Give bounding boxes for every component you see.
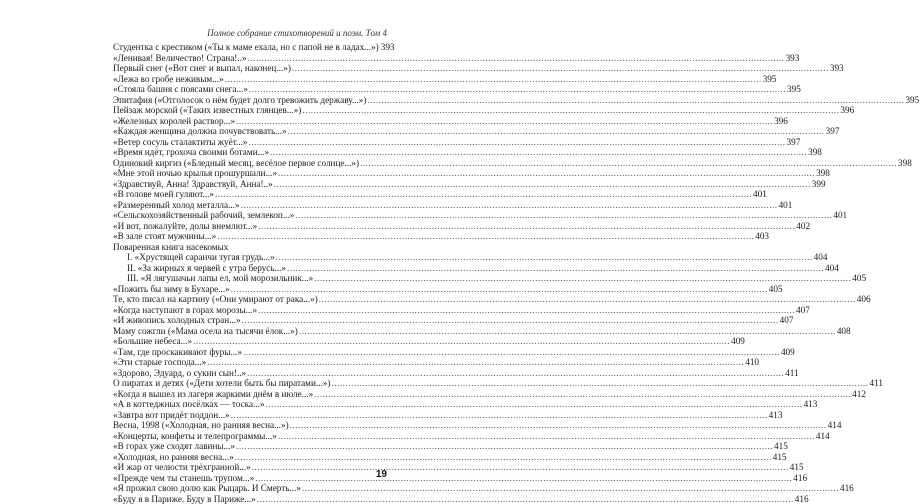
toc-leader-dots — [274, 179, 811, 190]
toc-entry-page: 393 — [381, 42, 395, 53]
toc-entry-page: 398 — [816, 168, 830, 179]
toc-entry — [113, 137, 387, 148]
toc-entry — [113, 462, 387, 473]
toc-entry-title: Поваренная книга насекомых — [113, 242, 228, 253]
toc-entry — [113, 231, 387, 242]
toc-leader-dots — [314, 389, 851, 400]
toc-entry-page: 411 — [785, 368, 798, 379]
toc-entry-title: «В горах уже сходят лавины...» — [113, 441, 235, 452]
toc-entry-title: «Концерты, конфеты и телепрограммы...» — [113, 431, 277, 442]
toc-leader-dots — [243, 347, 780, 358]
toc-entry-page: 409 — [781, 347, 795, 358]
toc-entry — [113, 158, 387, 169]
toc-entry-title: «Завтра вот придёт поддон...» — [113, 410, 230, 421]
toc-entry-title: II. «За жирных я червей с утра берусь...» — [113, 263, 286, 274]
toc-leader-dots — [252, 462, 789, 473]
toc-leader-dots — [248, 53, 785, 64]
toc-entry — [113, 357, 387, 368]
toc-entry-title: «Мне этой ночью крылья прошуршали...» — [113, 168, 277, 179]
toc-entry — [113, 452, 387, 463]
toc-leader-dots — [290, 420, 827, 431]
toc-leader-dots — [236, 116, 773, 127]
toc-entry-title: Эпитафия («Отголосок о нём будет долго тревожить державу...») — [113, 95, 366, 106]
toc-entry — [113, 116, 387, 127]
toc-entry-page: 414 — [828, 420, 842, 431]
toc-entry-page: 406 — [857, 294, 871, 305]
toc-entry-page: 398 — [808, 147, 822, 158]
toc-entry-title: «Буду я в Париже. Буду в Париже...» — [113, 494, 256, 504]
toc-entry-title: «Ветер сосуль сталактиты жуёт...» — [113, 137, 248, 148]
toc-entry-page: 404 — [825, 263, 839, 274]
toc-entry-page: 416 — [793, 473, 807, 484]
toc-entry-title: «В зале стоят мужчины...» — [113, 231, 216, 242]
toc-entry-page: 403 — [755, 231, 769, 242]
toc-entry-title: Маму сожгли («Мама осела на тысячи ёлок...») — [113, 326, 298, 337]
toc-entry-title: «Большие небеса...» — [113, 336, 192, 347]
toc-entry-title: «Прежде чем ты станешь трупом...» — [113, 473, 254, 484]
toc-entry — [113, 105, 387, 116]
toc-leader-dots — [235, 452, 772, 463]
toc-leader-dots — [367, 95, 904, 106]
toc-leader-dots — [207, 357, 744, 368]
toc-section-heading — [113, 242, 387, 253]
toc-entry-title: «И жар от челюсти трёхгранной...» — [113, 462, 251, 473]
toc-entry — [113, 284, 387, 295]
toc-leader-dots — [258, 221, 795, 232]
toc-entry-title: «Когда наступают в горах морозы...» — [113, 305, 257, 316]
toc-leader-dots — [278, 168, 815, 179]
toc-leader-dots — [247, 368, 784, 379]
toc-entry — [113, 441, 387, 452]
toc-entry-page: 407 — [780, 315, 794, 326]
toc-leader-dots — [287, 263, 824, 274]
toc-entry-page: 410 — [745, 357, 759, 368]
toc-entry-page: 401 — [753, 189, 767, 200]
toc-leader-dots — [217, 231, 754, 242]
toc-entry — [113, 368, 387, 379]
toc-entry-page: 416 — [840, 483, 854, 494]
toc-entry-page: 415 — [790, 462, 804, 473]
toc-entry — [113, 326, 387, 337]
toc-entry — [113, 347, 387, 358]
toc-entry — [113, 74, 387, 85]
toc-entry-title: «Железных королей раствор...» — [113, 116, 235, 127]
toc-entry — [113, 210, 387, 221]
toc-entry — [113, 305, 387, 316]
toc-leader-dots — [319, 294, 856, 305]
toc-leader-dots — [299, 326, 836, 337]
toc-entry-page: 396 — [840, 105, 854, 116]
toc-entry-title: I. «Хрустящей саранчи тугая грудь...» — [113, 252, 275, 263]
running-header: Полное собрание стихотворений и поэм. Том 4 — [207, 28, 387, 38]
toc-entry — [113, 189, 387, 200]
toc-entry — [113, 126, 387, 137]
toc-entry — [113, 84, 387, 95]
toc-leader-dots — [193, 336, 730, 347]
toc-entry-title: «Лежа во гробе неживым...» — [113, 74, 224, 85]
toc-entry-page: 415 — [774, 441, 788, 452]
toc-entry-title: «Пожить бы зиму в Бухаре...» — [113, 284, 230, 295]
toc-leader-dots — [302, 483, 839, 494]
toc-entry-title: Весна, 1998 («Холодная, но ранняя весна...») — [113, 420, 289, 431]
toc-entry-page: 397 — [826, 126, 840, 137]
toc-entry-page: 395 — [905, 95, 919, 106]
toc-entry — [113, 378, 387, 389]
toc-entry-title: О пиратах и детях («Дети хотели быть бы пиратами...») — [113, 378, 330, 389]
toc-entry — [113, 168, 387, 179]
toc-entry-title: «Ленивая! Величество! Страна!..» — [113, 53, 247, 64]
toc-entry-title: «В голове моей гуляют...» — [113, 189, 214, 200]
toc-leader-dots — [225, 74, 762, 85]
toc-entry — [113, 252, 387, 263]
toc-leader-dots — [249, 137, 786, 148]
toc-entry-page: 411 — [869, 378, 882, 389]
toc-entry-title: Студентка с крестиком («Ты к маме ехала, но с папой не в ладах...») — [113, 42, 379, 53]
toc-leader-dots — [331, 378, 868, 389]
toc-leader-dots — [288, 126, 825, 137]
toc-entry-page: 412 — [852, 389, 866, 400]
toc-entry — [113, 294, 387, 305]
toc-entry-page: 395 — [787, 84, 801, 95]
toc-leader-dots — [278, 431, 815, 442]
toc-entry-page: 401 — [833, 210, 847, 221]
toc-entry-title: Одинокий киргиз («Бледный месяц, весёлое первое солнце...») — [113, 158, 359, 169]
toc-entry — [113, 336, 387, 347]
toc-leader-dots — [255, 473, 792, 484]
toc-entry-title: III. «Я лягушачьи лапы ел, мой морозильник...» — [113, 273, 313, 284]
toc-entry-page: 404 — [814, 252, 828, 263]
toc-entry-page: 396 — [774, 116, 788, 127]
toc-leader-dots — [236, 441, 773, 452]
toc-entry — [113, 42, 387, 53]
toc-entry — [113, 263, 387, 274]
toc-entry-title: «Здравствуй, Анна! Здравствуй, Анна!..» — [113, 179, 273, 190]
toc-entry-page: 393 — [786, 53, 800, 64]
toc-entry — [113, 200, 387, 211]
toc-entry-page: 405 — [852, 273, 866, 284]
toc-entry — [113, 53, 387, 64]
toc-entry-title: «Сельскохозяйственный рабочий, землекоп...» — [113, 210, 294, 221]
toc-entry — [113, 95, 387, 106]
page-number: 19 — [376, 469, 387, 480]
toc-entry — [113, 315, 387, 326]
toc-entry-page: 398 — [898, 158, 912, 169]
toc-leader-dots — [292, 63, 829, 74]
toc-leader-dots — [231, 410, 768, 421]
toc-leader-dots — [249, 84, 786, 95]
toc-entry-title: «И вот, пожалуйте, долы внемлют...» — [113, 221, 257, 232]
toc-entry — [113, 63, 387, 74]
toc-leader-dots — [360, 158, 897, 169]
toc-entry-title: «И живопись холодных стран...» — [113, 315, 241, 326]
toc-entry-page: 408 — [837, 326, 851, 337]
toc-entry-title: «Там, где проскакивают фуры...» — [113, 347, 242, 358]
toc-leader-dots — [314, 273, 851, 284]
toc-entry-title: «Здорово, Эдуард, о сукин сын!..» — [113, 368, 246, 379]
toc-entry — [113, 273, 387, 284]
toc-entry-title: «А в коттеджных посёлках — тоска...» — [113, 399, 265, 410]
toc-leader-dots — [270, 147, 807, 158]
toc-entry-title: «Стояла башня с поясами снега...» — [113, 84, 248, 95]
toc-leader-dots — [276, 252, 813, 263]
toc-entry-title: «Время идёт, грохоча своими ботами...» — [113, 147, 269, 158]
toc-entry-title: Те, кто писал на картину («Они умирают от рака...») — [113, 294, 318, 305]
toc-entry-page: 409 — [731, 336, 745, 347]
toc-leader-dots — [266, 399, 803, 410]
toc-entry-title: «Когда я вышел из лагеря жаркими днём в июле...» — [113, 389, 313, 400]
toc-entry-title: «Холодная, но ранняя весна...» — [113, 452, 234, 463]
toc-leader-dots — [257, 494, 794, 504]
toc-entry-page: 402 — [796, 221, 810, 232]
toc-entry — [113, 410, 387, 421]
toc-entry — [113, 399, 387, 410]
toc-entry — [113, 147, 387, 158]
table-of-contents — [113, 42, 387, 504]
toc-entry — [113, 420, 387, 431]
toc-entry-page: 393 — [830, 63, 844, 74]
toc-entry — [113, 221, 387, 232]
toc-leader-dots — [295, 210, 832, 221]
toc-entry-page: 413 — [804, 399, 818, 410]
toc-leader-dots — [215, 189, 752, 200]
toc-entry-page: 399 — [812, 179, 826, 190]
toc-leader-dots — [258, 305, 795, 316]
toc-entry-title: «Каждая женщина должна почувствовать...» — [113, 126, 287, 137]
toc-entry-page: 397 — [787, 137, 801, 148]
toc-entry-page: 405 — [769, 284, 783, 295]
toc-entry-page: 414 — [816, 431, 830, 442]
toc-leader-dots — [302, 105, 839, 116]
toc-leader-dots — [242, 315, 779, 326]
toc-entry — [113, 179, 387, 190]
toc-leader-dots — [231, 284, 768, 295]
toc-leader-dots — [241, 200, 778, 211]
toc-entry-title: Пейзаж морской («Таких известных глянцев...») — [113, 105, 301, 116]
toc-entry — [113, 483, 387, 494]
toc-entry-page: 407 — [796, 305, 810, 316]
toc-entry-page: 401 — [779, 200, 793, 211]
toc-entry-title: «Эти старые господа...» — [113, 357, 206, 368]
toc-entry-title: Первый снег («Вот снег и выпал, наконец...») — [113, 63, 291, 74]
toc-entry-page: 416 — [795, 494, 809, 504]
toc-entry — [113, 473, 387, 484]
toc-entry-page: 413 — [769, 410, 783, 421]
toc-entry-title: «Размеренный холод металла...» — [113, 200, 240, 211]
toc-entry — [113, 431, 387, 442]
toc-entry-page: 395 — [763, 74, 777, 85]
toc-entry-page: 415 — [773, 452, 787, 463]
toc-entry-title: «Я прожил свою долю как Рыцарь. И Смерть...» — [113, 483, 301, 494]
toc-entry — [113, 494, 387, 504]
toc-entry — [113, 389, 387, 400]
